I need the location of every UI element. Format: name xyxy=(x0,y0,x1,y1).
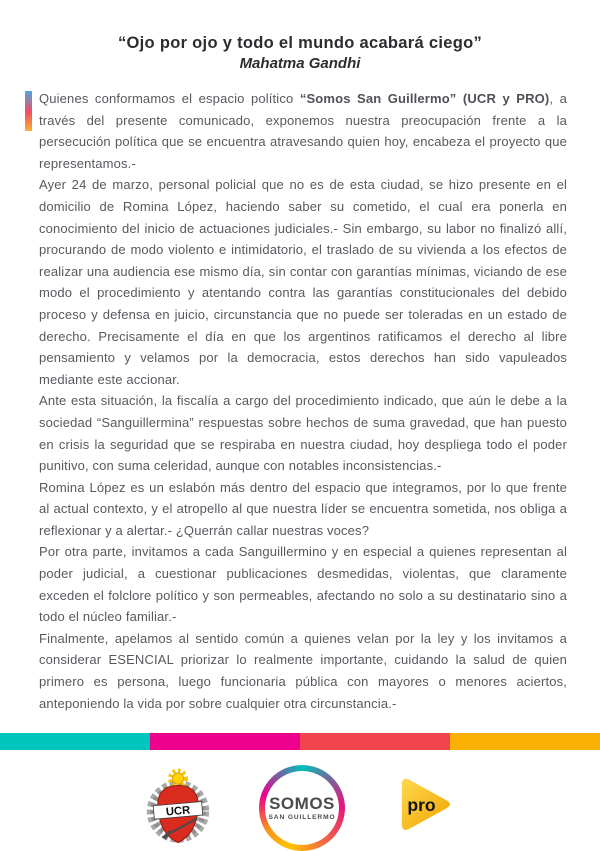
paragraph-fiscalia: Ante esta situación, la fiscalía a cargo del procedimiento indicado, que aún le debe a la sociedad “Sanguillermina” respuestas sobre hechos de suma gravedad, que han puesto en crisis la seguridad que se respiraba en nuestra ciudad, hoy despliega todo el poder punitivo, con suma celeridad, aunque con notables inconsistencias.- xyxy=(39,393,567,474)
stripe-coral xyxy=(300,733,450,750)
paragraph-intro-post: , a través del presente comunicado, exponemos nuestra preocupación frente a la persecución política que se encuentra atravesando quien hoy, encabeza el proyecto que representamos.- xyxy=(39,91,568,171)
somos-san-guillermo-logo xyxy=(259,765,345,851)
coalition-name: “Somos San Guillermo” (UCR y PRO) xyxy=(299,91,550,106)
somos-logo-subtitle: SAN GUILLERMO xyxy=(268,814,336,822)
paragraph-invitacion: Por otra parte, invitamos a cada Sanguillermino y en especial a quienes representan al poder judicial, a cuestionar publicaciones desmedidas, violentas, que claramente exceden el folclore político y son permeables, afectando no solo a su destinatario sino a todo el núcleo familiar.- xyxy=(39,544,567,625)
pro-logo xyxy=(387,770,461,846)
pro-label: pro xyxy=(407,794,436,815)
stripe-teal xyxy=(0,733,150,750)
stripe-magenta xyxy=(150,733,300,750)
somos-logo-inner xyxy=(265,771,339,845)
sun-icon xyxy=(172,773,183,784)
quote-title: “Ojo por ojo y todo el mundo acabará ciego” xyxy=(117,34,483,52)
paragraph-events: Ayer 24 de marzo, personal policial que no es de esta ciudad, se hizo presente en el domicilio de Romina López, haciendo saber su cometido, el cual era ponerla en conocimiento del inicio de actuaciones judiciales.- Sin embargo, su labor no finalizó allí, procurando de modo violento e intimidatorio, el traslado de su vivienda a los efectos de realizar una audiencia ese mismo día, sin contar con garantías mínimas, viciando de ese modo el procedimiento y atentando contra las garantías constitucionales del debido proceso y defensa en juicio, circunstancia que no puede ser toleradas en un estado de derecho. Precisamente el día en que los argentinos ratificamos el derecho al libre pensamiento y velamos por la democracia, estos derechos han sido vapuleados mediante este accionar. xyxy=(39,177,567,387)
paragraph-final: Finalmente, apelamos al sentido común a quienes velan por la ley y los invitamos a considerar ESENCIAL priorizar lo realmente importante, cuidando la salud de quien primero es persona, luego funcionaria pública con mayores o menores aciertos, anteponiendo la vida por sobre cualquier otra circunstancia.- xyxy=(39,630,567,711)
bottom-color-stripe xyxy=(0,733,600,750)
logo-row xyxy=(0,765,600,851)
quote-block xyxy=(0,0,600,72)
paragraph-intro-pre: Quienes conformamos el espacio político xyxy=(39,91,300,106)
paragraph-intro xyxy=(39,88,567,174)
somos-logo-title: SOMOS xyxy=(269,794,335,814)
ucr-logo xyxy=(139,766,217,850)
communique-body xyxy=(39,88,567,714)
accent-bar xyxy=(25,91,32,131)
quote-author: Mahatma Gandhi xyxy=(239,55,361,72)
paragraph-romina: Romina López es un eslabón más dentro del espacio que integramos, por lo que frente al actual contexto, y el atropello al que nuestra líder se encuentra sometida, nos obliga a reflexionar y a alertar.- ¿Querrán callar nuestras voces? xyxy=(39,479,567,538)
stripe-yellow xyxy=(450,733,600,750)
ucr-label: UCR xyxy=(165,804,191,819)
